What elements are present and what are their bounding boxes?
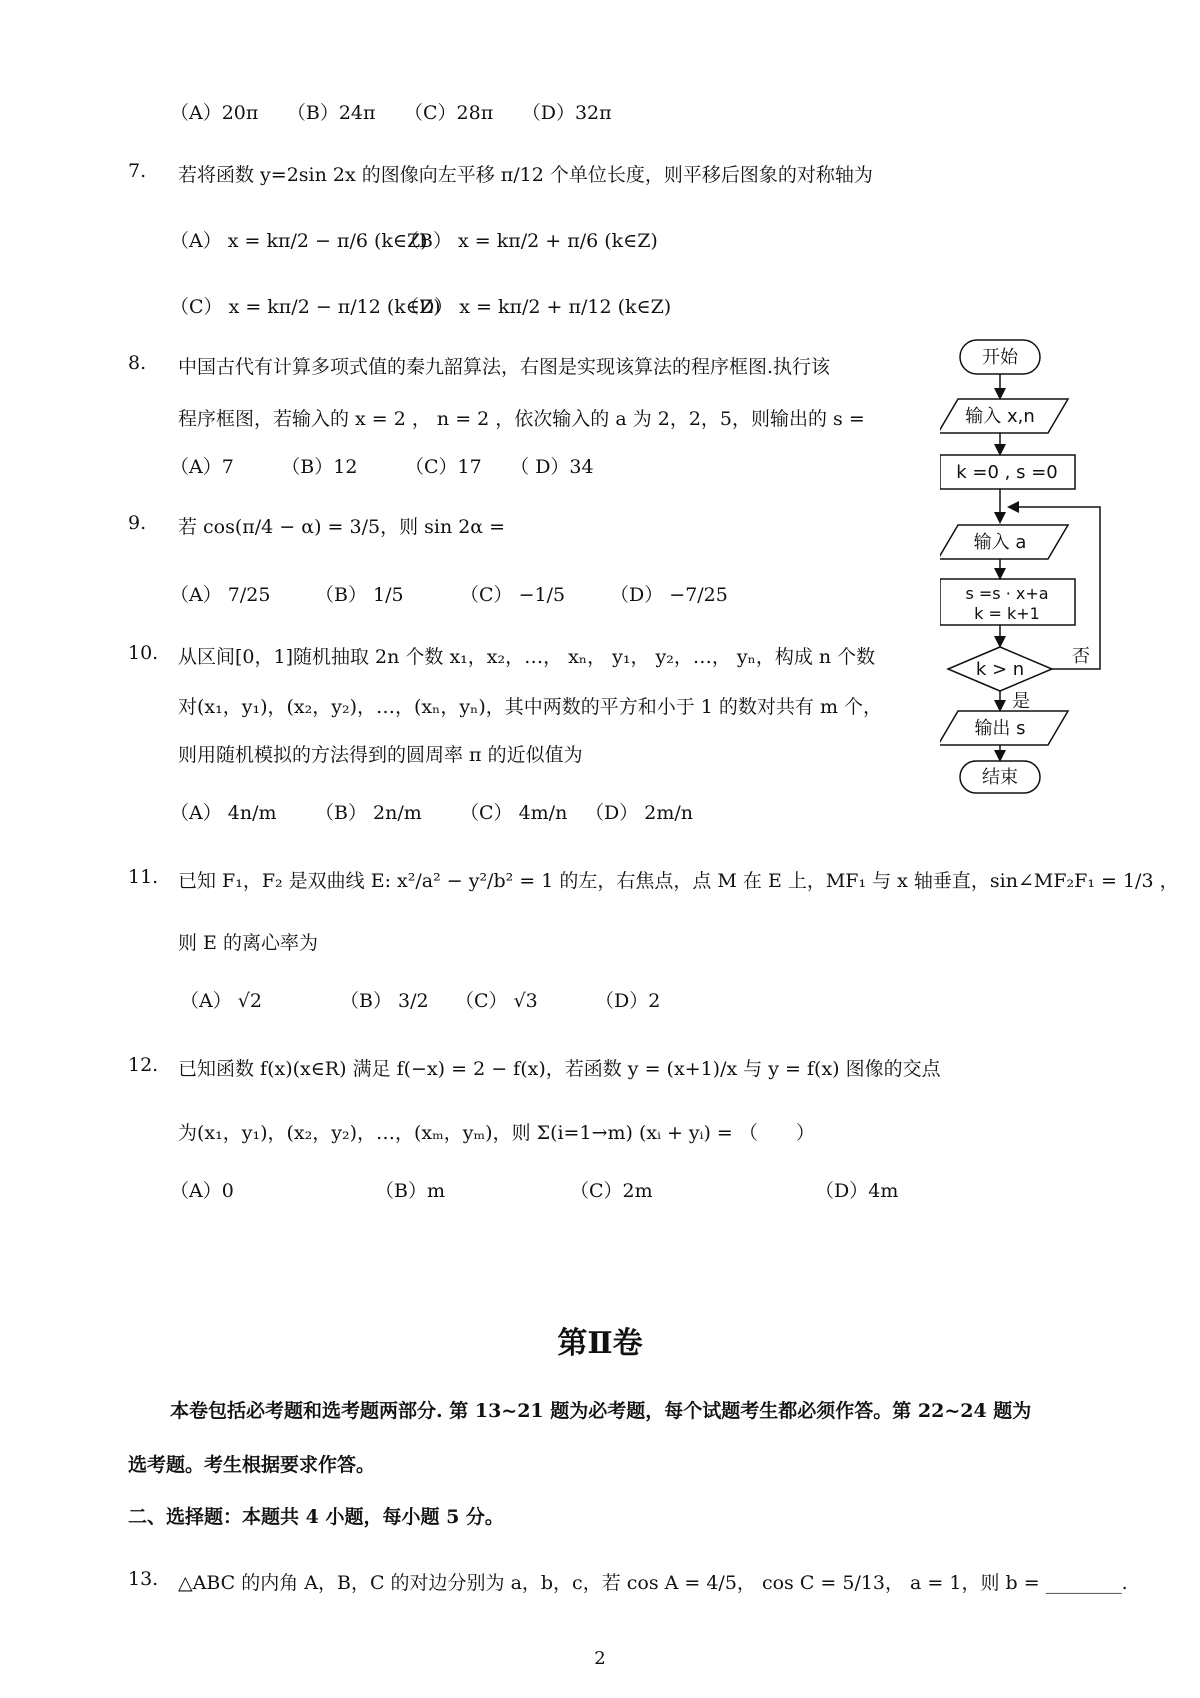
flow-no-label: 否: [1072, 646, 1090, 667]
part2-intro-line2: 选考题。考生根据要求作答。: [128, 1454, 376, 1476]
q9-option-d: （D） −7/25: [610, 584, 728, 606]
q9-option-b: （B） 1/5: [315, 584, 404, 606]
q8-number: 8.: [128, 352, 147, 374]
q12-text-line2: 为(x₁，y₁)，(x₂，y₂)，…，(xₘ，yₘ)，则 Σ(i=1→m) (xᵢ + yᵢ) = （ ）: [178, 1122, 815, 1144]
flow-decision-label: k > n: [975, 659, 1025, 680]
flow-output-label: 输出 s: [974, 718, 1026, 739]
q10-option-c: （C） 4m/n: [460, 802, 568, 824]
page-number: 2: [594, 1648, 606, 1669]
q8-options: （A）7 （B）12 （C）17 （ D）34: [170, 456, 594, 478]
q9-option-a: （A） 7/25: [170, 584, 271, 606]
q10-text-line2: 对(x₁，y₁)，(x₂，y₂)，…，(xₙ，yₙ)，其中两数的平方和小于 1 的数对共有 m 个，: [178, 696, 882, 718]
q13-text: △ABC 的内角 A，B，C 的对边分别为 a，b，c，若 cos A = 4/5， cos C = 5/13， a = 1，则 b = ________.: [178, 1572, 1128, 1594]
q12-number: 12.: [128, 1054, 159, 1076]
q11-option-a: （A） √2: [180, 990, 262, 1012]
q10-text-line1: 从区间[0，1]随机抽取 2n 个数 x₁，x₂，…， xₙ， y₁， y₂，…， yₙ，构成 n 个数: [178, 646, 876, 668]
q11-text-line2: 则 E 的离心率为: [178, 932, 318, 954]
q7-option-a: （A） x = kπ/2 − π/6 (k∈Z): [170, 230, 428, 252]
q7-text: 若将函数 y=2sin 2x 的图像向左平移 π/12 个单位长度，则平移后图象的对称轴为: [178, 164, 873, 186]
q7-option-c: （C） x = kπ/2 − π/12 (k∈Z): [170, 296, 441, 318]
q10-text-line3: 则用随机模拟的方法得到的圆周率 π 的近似值为: [178, 744, 583, 766]
flow-update-label-2: k = k+1: [974, 604, 1040, 623]
part2-title: 第Ⅱ卷: [557, 1326, 643, 1361]
q10-option-b: （B） 2n/m: [315, 802, 422, 824]
flow-start-label: 开始: [982, 347, 1018, 368]
flowchart: [940, 335, 1150, 795]
q7-number: 7.: [128, 160, 147, 182]
q10-number: 10.: [128, 642, 159, 664]
flow-input-xn-label: 输入 x,n: [965, 406, 1035, 427]
flow-init-label: k =0 , s =0: [956, 462, 1058, 483]
q9-text: 若 cos(π/4 − α) = 3/5，则 sin 2α =: [178, 516, 506, 538]
q12-text-line1: 已知函数 f(x)(x∈R) 满足 f(−x) = 2 − f(x)，若函数 y = (x+1)/x 与 y = f(x) 图像的交点: [178, 1058, 941, 1080]
q6-options: （A）20π （B）24π （C）28π （D）32π: [170, 102, 612, 124]
flow-update-label-1: s =s · x+a: [965, 584, 1049, 603]
q11-option-d: （D）2: [595, 990, 661, 1012]
flow-input-a-label: 输入 a: [973, 532, 1027, 553]
q10-option-d: （D） 2m/n: [585, 802, 694, 824]
q9-option-c: （C） −1/5: [460, 584, 566, 606]
q7-option-d: （D） x = kπ/2 + π/12 (k∈Z): [400, 296, 672, 318]
q10-option-a: （A） 4n/m: [170, 802, 277, 824]
q12-option-d: （D）4m: [815, 1180, 899, 1202]
q11-text-line1: 已知 F₁，F₂ 是双曲线 E: x²/a² − y²/b² = 1 的左，右焦点，点 M 在 E 上，MF₁ 与 x 轴垂直，sin∠MF₂F₁ = 1/3 ，: [178, 870, 1179, 892]
q12-option-a: （A）0: [170, 1180, 234, 1202]
flow-yes-label: 是: [1012, 691, 1030, 712]
q8-text-line1: 中国古代有计算多项式值的秦九韶算法，右图是实现该算法的程序框图.执行该: [178, 356, 831, 378]
q9-number: 9.: [128, 512, 147, 534]
flow-end-label: 结束: [982, 767, 1018, 788]
q11-option-b: （B） 3/2: [340, 990, 429, 1012]
section2-heading: 二、选择题：本题共 4 小题，每小题 5 分。: [128, 1506, 504, 1528]
q7-option-b: （B） x = kπ/2 + π/6 (k∈Z): [400, 230, 658, 252]
q8-text-line2: 程序框图，若输入的 x = 2 ， n = 2 ，依次输入的 a 为 2，2，5，则输出的 s =: [178, 408, 865, 430]
q13-number: 13.: [128, 1568, 159, 1590]
q12-option-c: （C）2m: [570, 1180, 653, 1202]
q11-option-c: （C） √3: [455, 990, 538, 1012]
q11-number: 11.: [128, 866, 159, 888]
part2-intro-line1: 本卷包括必考题和选考题两部分. 第 13~21 题为必考题，每个试题考生都必须作答。第 22~24 题为: [170, 1400, 1032, 1422]
q12-option-b: （B）m: [375, 1180, 445, 1202]
